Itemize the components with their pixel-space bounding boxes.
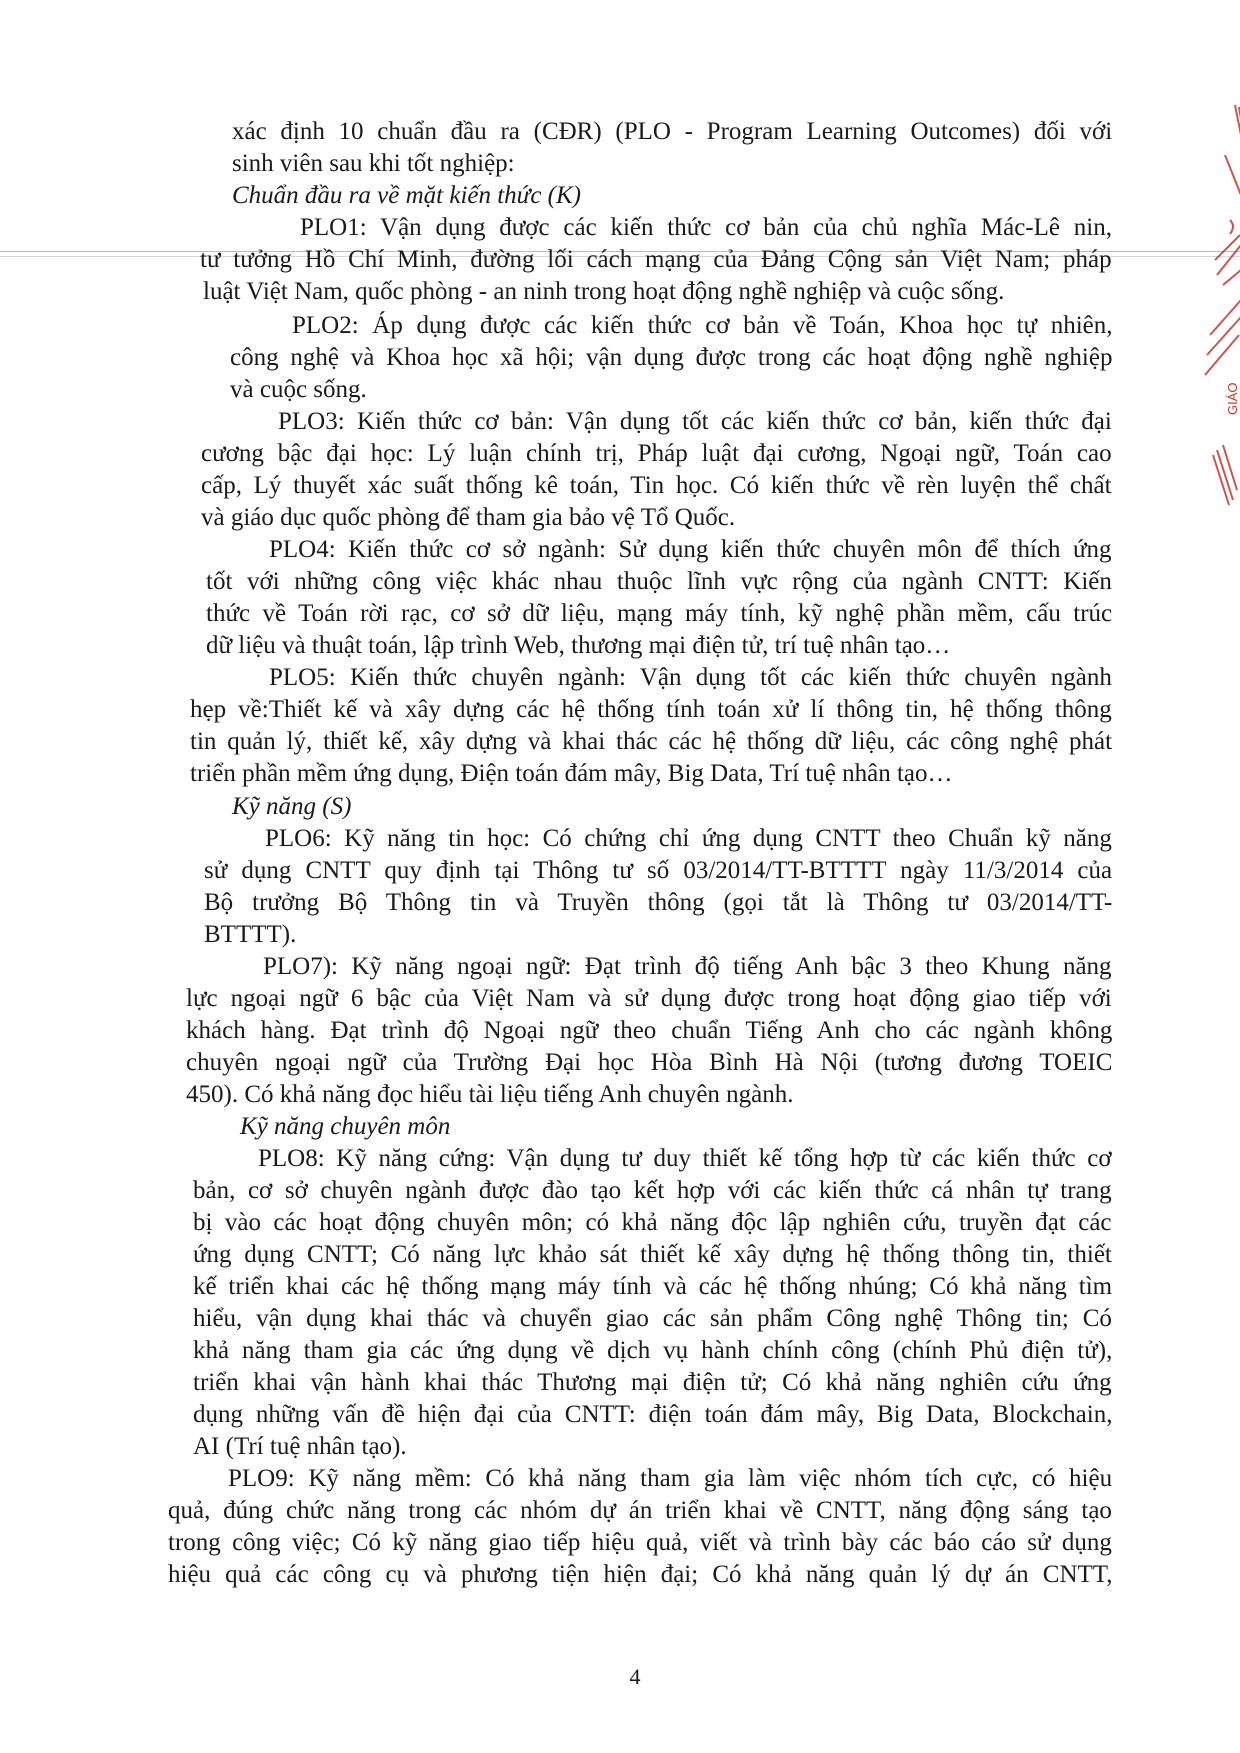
text-line: công nghệ và Khoa học xã hội; vận dụng được trong các hoạt động nghề nghiệp [230,344,1113,371]
section-heading: Kỹ năng chuyên môn [240,1113,451,1140]
text-line: xác định 10 chuẩn đầu ra (CĐR) (PLO - Program Learning Outcomes) đối với [232,118,1113,145]
text-line: cương bậc đại học: Lý luận chính trị, Pháp luật đại cương, Ngoại ngữ, Toán cao [201,440,1112,467]
page-number: 4 [629,1664,641,1689]
text-line: hiệu quả các công cụ và phương tiện hiện đại; Có khả năng quản lý dự án CNTT, [168,1561,1113,1588]
text-line: luật Việt Nam, quốc phòng - an ninh trong hoạt động nghề nghiệp và cuộc sống. [203,278,1005,305]
text-line: 450). Có khả năng đọc hiểu tài liệu tiếng Anh chuyên ngành. [186,1081,794,1108]
text-line: PLO6: Kỹ năng tin học: Có chứng chỉ ứng dụng CNTT theo Chuẩn kỹ năng [265,825,1112,852]
text-line: PLO3: Kiến thức cơ bản: Vận dụng tốt các kiến thức cơ bản, kiến thức đại [278,408,1112,435]
text-line: PLO7): Kỹ năng ngoại ngữ: Đạt trình độ tiếng Anh bậc 3 theo Khung năng [263,953,1112,980]
text-line: PLO5: Kiến thức chuyên ngành: Vận dụng tốt các kiến thức chuyên ngành [269,664,1112,691]
text-line: quả, đúng chức năng trong các nhóm dự án triển khai về CNTT, năng động sáng tạo [168,1497,1112,1524]
text-line: thức về Toán rời rạc, cơ sở dữ liệu, mạng máy tính, kỹ nghệ phần mềm, cấu trúc [206,600,1113,627]
section-heading: Kỹ năng (S) [232,793,352,820]
text-line: bản, cơ sở chuyên ngành được đào tạo kết hợp với các kiến thức cá nhân tự trang [193,1177,1112,1204]
text-line: kế triển khai các hệ thống mạng máy tính và các hệ thống nhúng; Có khả năng tìm [193,1273,1113,1300]
text-line: sinh viên sau khi tốt nghiệp: [232,150,515,177]
text-line: triển phần mềm ứng dụng, Điện toán đám mây, Big Data, Trí tuệ nhân tạo… [190,760,953,787]
text-line: BTTTT). [204,921,297,948]
text-line: và cuộc sống. [230,376,367,403]
text-line: AI (Trí tuệ nhân tạo). [193,1433,407,1460]
text-line: tin quản lý, thiết kế, xây dựng và khai thác các hệ thống dữ liệu, các công nghệ phát [190,728,1113,755]
text-line: trong công việc; Có kỹ năng giao tiếp hiệu quả, viết và trình bày các báo cáo sử dụng [168,1529,1112,1556]
text-line: dụng những vấn đề hiện đại của CNTT: điện toán đám mây, Big Data, Blockchain, [193,1401,1113,1428]
text-line: khả năng tham gia các ứng dụng về dịch vụ hành chính công (chính Phủ điện tử), [193,1337,1113,1364]
svg-text:GIÁO: GIÁO [1225,382,1240,415]
text-line: hẹp về:Thiết kế và xây dựng các hệ thống tính toán xử lí thông tin, hệ thống thông [190,696,1112,723]
text-line: khách hàng. Đạt trình độ Ngoại ngữ theo chuẩn Tiếng Anh cho các ngành không [186,1017,1113,1044]
section-heading: Chuẩn đầu ra về mặt kiến thức (K) [232,182,581,209]
text-line: triển khai vận hành khai thác Thương mại điện tử; Có khả năng nghiên cứu ứng [193,1369,1112,1396]
text-line: PLO9: Kỹ năng mềm: Có khả năng tham gia làm việc nhóm tích cực, có hiệu [228,1465,1113,1492]
text-line: cấp, Lý thuyết xác suất thống kê toán, Tin học. Có kiến thức về rèn luyện thể chất [201,472,1112,499]
text-line: PLO4: Kiến thức cơ sở ngành: Sử dụng kiến thức chuyên môn để thích ứng [269,536,1112,563]
text-line: chuyên ngoại ngữ của Trường Đại học Hòa Bình Hà Nội (tương đương TOEIC [186,1049,1113,1076]
text-line: PLO1: Vận dụng được các kiến thức cơ bản của chủ nghĩa Mác-Lê nin, [300,214,1112,241]
text-line: bị vào các hoạt động chuyên môn; có khả năng độc lập nghiên cứu, truyền đạt các [193,1209,1112,1236]
text-line: Bộ trưởng Bộ Thông tin và Truyền thông (gọi tắt là Thông tư 03/2014/TT- [204,889,1113,916]
text-line: tư tưởng Hồ Chí Minh, đường lối cách mạng của Đảng Cộng sản Việt Nam; pháp [200,246,1112,273]
text-line: PLO8: Kỹ năng cứng: Vận dụng tư duy thiết kế tổng hợp từ các kiến thức cơ [258,1145,1112,1172]
text-line: ứng dụng CNTT; Có năng lực khảo sát thiết kế xây dựng hệ thống thông tin, thiết [193,1241,1112,1268]
text-line: sử dụng CNTT quy định tại Thông tư số 03/2014/TT-BTTTT ngày 11/3/2014 của [204,857,1113,884]
text-line: PLO2: Áp dụng được các kiến thức cơ bản về Toán, Khoa học tự nhiên, [292,312,1113,339]
text-line: hiểu, vận dụng khai thác và chuyển giao các sản phẩm Công nghệ Thông tin; Có [193,1305,1112,1332]
text-line: và giáo dục quốc phòng để tham gia bảo vệ Tổ Quốc. [201,504,736,531]
text-line: lực ngoại ngữ 6 bậc của Việt Nam và sử dụng được trong hoạt động giao tiếp với [186,985,1112,1012]
text-line: dữ liệu và thuật toán, lập trình Web, thương mại điện tử, trí tuệ nhân tạo… [206,632,951,659]
stamp-seal-fragment [1195,95,1240,535]
text-line: tốt với những công việc khác nhau thuộc lĩnh vực rộng của ngành CNTT: Kiến [206,568,1112,595]
